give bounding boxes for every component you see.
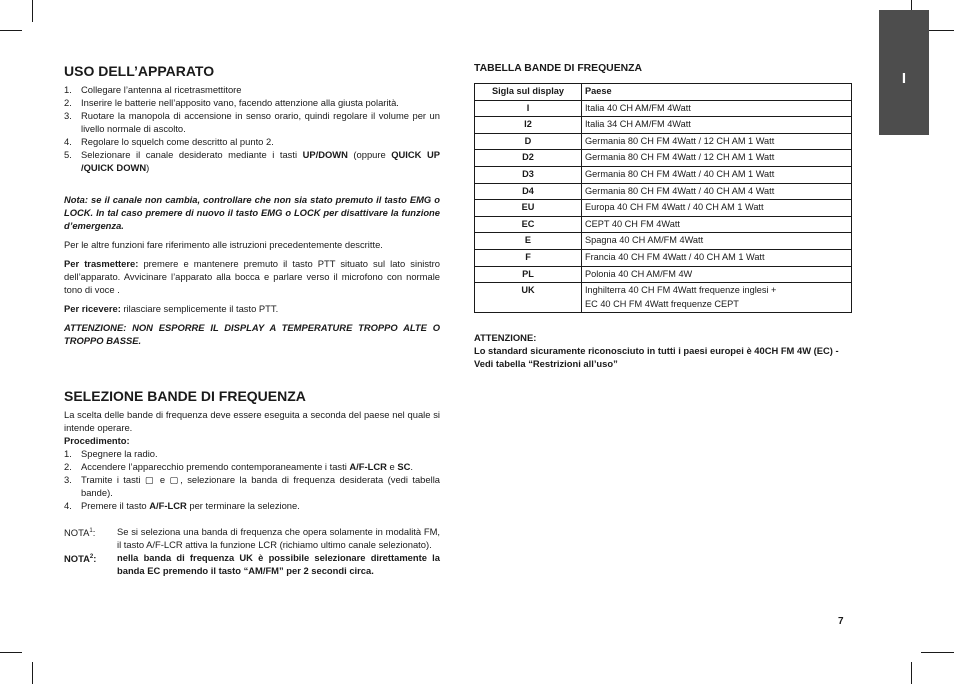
band-code: D [475, 133, 582, 150]
page-number: 7 [838, 616, 844, 627]
band-code: D2 [475, 150, 582, 167]
header-sigla: Sigla sul display [475, 84, 582, 101]
list-text [81, 499, 440, 512]
band-code: I2 [475, 117, 582, 134]
crop-mark [32, 662, 33, 684]
key-name: QUICK UP /QUICK DOWN [81, 149, 440, 173]
band-desc: CEPT 40 CH FM 4Watt [582, 216, 852, 233]
band-code: UK [475, 283, 582, 313]
list-text: Ruotare la manopola di accensione in senso orario, quindi regolare il volume per un livello normale di ascolto. [81, 110, 440, 134]
receive-paragraph [64, 302, 440, 315]
nota-sup: 2 [89, 554, 94, 560]
key-name: A/F-LCR [349, 461, 387, 472]
list-item [64, 109, 440, 135]
uso-steps [64, 83, 440, 174]
nota-key-text: NOTA [64, 553, 90, 565]
key-name: A/F-LCR [149, 500, 187, 511]
nota-1-text: Se si seleziona una banda di frequenza che opera solamente in modalità FM, il tasto A/F-LCR attiva la funzione LCR (richiamo ultimo canale selezionato). [117, 526, 440, 550]
list-item [64, 83, 440, 96]
nota-2-key [64, 551, 117, 577]
text-run: Selezionare il canale desiderato mediante i tasti [81, 149, 303, 160]
text-run: Premere il tasto [81, 500, 150, 511]
table-row [475, 133, 852, 150]
band-desc: Germania 80 CH FM 4Watt / 12 CH AM 1 Watt [582, 133, 852, 150]
text-run: . [410, 461, 413, 472]
nota-colon: : [92, 527, 96, 539]
nota-1-key [64, 525, 117, 551]
band-code: F [475, 249, 582, 266]
crop-mark [921, 652, 954, 653]
band-desc: Francia 40 CH FM 4Watt / 40 CH AM 1 Watt [582, 249, 852, 266]
text-run: e [386, 461, 398, 472]
list-number: 5. [64, 149, 72, 160]
attenzione-label: ATTENZIONE: [474, 332, 537, 344]
list-number: 3. [64, 110, 72, 121]
key-name: SC [397, 461, 411, 472]
list-text: Collegare l’antenna al ricetrasmettitore [81, 84, 242, 95]
receive-text: rilasciare semplicemente il tasto PTT. [120, 303, 279, 314]
band-code: EC [475, 216, 582, 233]
nota-sup: 1 [89, 528, 93, 534]
band-code: D3 [475, 166, 582, 183]
transmit-text: premere e mantenere premuto il tasto PTT situato sul lato sinistro dell’apparato. Avvicinare l’apparato alla bocca e parlare verso il microfono con normale tono di voce . [64, 258, 440, 295]
nota-colon: : [93, 553, 97, 565]
band-desc: Italia 34 CH AM/FM 4Watt [582, 117, 852, 134]
list-number: 2. [64, 461, 72, 472]
list-number: 1. [64, 448, 72, 459]
crop-mark [911, 662, 912, 684]
procedimento-label [64, 434, 440, 447]
band-desc: Spagna 40 CH AM/FM 4Watt [582, 233, 852, 250]
language-tab-label: I [901, 70, 907, 87]
table-row [475, 283, 852, 313]
text-run: Accendere l’apparecchio premendo contemporaneamente i tasti [81, 461, 350, 472]
header-paese: Paese [582, 84, 852, 101]
band-desc: Italia 40 CH AM/FM 4Watt [582, 100, 852, 117]
list-number: 2. [64, 97, 72, 108]
attenzione-text: Lo standard sicuramente riconosciuto in tutti i paesi europei è 40CH FM 4W (EC) - Vedi tabella “Restrizioni all’uso” [474, 345, 839, 370]
band-desc: Polonia 40 CH AM/FM 4W [582, 266, 852, 283]
list-text: Inserire le batterie nell’apposito vano, facendo attenzione alla giusta polarità. [81, 97, 399, 108]
list-item [64, 473, 440, 499]
table-row [475, 150, 852, 167]
left-column [64, 62, 440, 577]
table-title: TABELLA BANDE DI FREQUENZA [474, 63, 642, 74]
list-text: Spegnere la radio. [81, 448, 158, 459]
list-number: 1. [64, 84, 72, 95]
right-column [474, 62, 852, 370]
nota-2 [64, 551, 440, 577]
table-row [475, 216, 852, 233]
table-row [475, 233, 852, 250]
frequency-bands-table [474, 83, 852, 313]
section-title-uso: USO DELL’APPARATO [64, 63, 215, 79]
selezione-steps [64, 447, 440, 512]
list-number: 4. [64, 500, 72, 511]
text-run: per terminare la selezione. [186, 500, 300, 511]
section-title-selezione: SELEZIONE BANDE DI FREQUENZA [64, 388, 306, 404]
key-name: UP/DOWN [302, 149, 348, 160]
crop-mark [0, 30, 22, 31]
table-row [475, 183, 852, 200]
text-run: (oppure [347, 149, 392, 160]
list-item [64, 148, 440, 174]
display-warning: ATTENZIONE: NON ESPORRE IL DISPLAY A TEMPERATURE TROPPO ALTE O TROPPO BASSE. [64, 322, 440, 346]
nota-key-text: NOTA [64, 527, 90, 539]
nota-2-text: nella banda di frequenza UK è possibile selezionare direttamente la banda EC premendo il tasto “AM/FM” per 2 secondi circa. [117, 552, 440, 576]
table-row [475, 117, 852, 134]
list-number: 4. [64, 136, 72, 147]
selezione-intro: La scelta delle bande di frequenza deve essere eseguita a seconda del paese nel quale si intende operare. [64, 409, 440, 433]
band-code: EU [475, 200, 582, 217]
table-row [475, 166, 852, 183]
crop-mark [32, 0, 33, 22]
band-desc-line: EC 40 CH FM 4Watt frequenze CEPT [585, 298, 739, 309]
procedimento-text: Procedimento: [64, 435, 130, 446]
nota-1 [64, 525, 440, 551]
text-run: ) [146, 162, 150, 173]
band-code: D4 [475, 183, 582, 200]
table-row [475, 200, 852, 217]
transmit-paragraph [64, 257, 440, 296]
list-item [64, 460, 440, 473]
band-desc-line: Inghilterra 40 CH FM 4Watt frequenze inglesi + [585, 285, 777, 296]
list-item [64, 96, 440, 109]
table-row [475, 249, 852, 266]
list-item [64, 447, 440, 460]
uso-note: Nota: se il canale non cambia, controllare che non sia stato premuto il tasto EMG o LOCK. In tal caso premere di nuovo il tasto EMG o LOCK per disattivare la funzione d’emergenza. [64, 194, 440, 231]
band-desc: Germania 80 CH FM 4Watt / 40 CH AM 1 Watt [582, 166, 852, 183]
band-code: I [475, 100, 582, 117]
other-functions-text: Per le altre funzioni fare riferimento alle istruzioni precedentemente descritte. [64, 239, 383, 250]
band-desc [582, 283, 852, 313]
attenzione-box [474, 331, 852, 370]
band-code: PL [475, 266, 582, 283]
crop-mark [0, 652, 22, 653]
list-text [81, 148, 440, 174]
band-desc: Germania 80 CH FM 4Watt / 12 CH AM 1 Watt [582, 150, 852, 167]
list-text: Tramite i tasti ▢ e ▢, selezionare la banda di frequenza desiderata (vedi tabella bande). [81, 474, 440, 498]
table-row [475, 100, 852, 117]
band-desc: Germania 80 CH FM 4Watt / 40 CH AM 4 Watt [582, 183, 852, 200]
band-code: E [475, 233, 582, 250]
list-number: 3. [64, 474, 72, 485]
list-text: Regolare lo squelch come descritto al punto 2. [81, 136, 274, 147]
table-header-row [475, 84, 852, 101]
list-item [64, 135, 440, 148]
list-item [64, 499, 440, 512]
table-row [475, 266, 852, 283]
receive-label: Per ricevere: [64, 303, 121, 314]
list-text [81, 460, 440, 473]
transmit-label: Per trasmettere: [64, 258, 139, 269]
band-desc: Europa 40 CH FM 4Watt / 40 CH AM 1 Watt [582, 200, 852, 217]
language-tab [879, 10, 929, 135]
